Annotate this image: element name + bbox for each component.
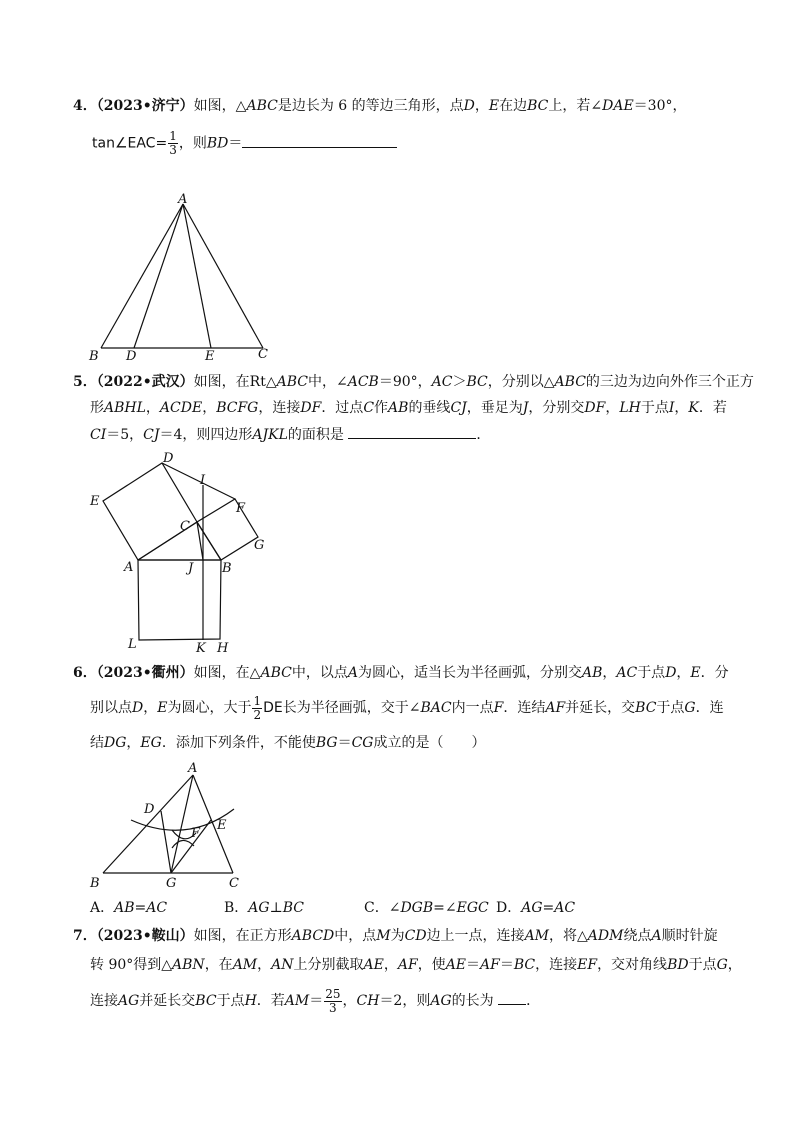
q6-text: ， xyxy=(126,735,141,751)
q5-text: ＝90°， xyxy=(378,374,432,390)
q5-text: ，分别交 xyxy=(528,400,585,416)
q5-label-b: B xyxy=(222,561,232,576)
q7-line-3 xyxy=(90,986,540,1016)
q6-label-a: A xyxy=(188,761,198,776)
q7-var: AM xyxy=(232,957,258,973)
q4-source: （2023•济宁） xyxy=(96,98,194,114)
q4-var: E xyxy=(488,98,500,114)
q6-var: AB xyxy=(581,665,603,681)
q4-var: BC xyxy=(527,98,549,114)
q5-text: ． xyxy=(476,427,491,443)
q6-text: ．分 xyxy=(700,665,729,681)
q5-var: ABC xyxy=(554,374,586,390)
q7-text: ， xyxy=(727,957,742,973)
q7-fraction xyxy=(324,988,341,1015)
q6-text: 长为半径画弧，交于∠ xyxy=(282,700,421,716)
q6-text: ＝ xyxy=(337,735,352,751)
q4-number: 4． xyxy=(73,98,97,114)
q4-label-c: C xyxy=(258,347,268,362)
q5-var: CI xyxy=(90,427,107,443)
q5-text: ， xyxy=(202,400,217,416)
q6-text: ．连 xyxy=(695,700,724,716)
q7-var: CD xyxy=(404,928,427,944)
q6-text: 别以点 xyxy=(90,700,132,716)
q7-text: 于点 xyxy=(216,993,245,1009)
q6-option-key: C． xyxy=(364,900,389,916)
q5-var: J xyxy=(522,400,529,416)
q5-var: BCFG xyxy=(216,400,259,416)
q5-text: ， xyxy=(145,400,160,416)
q4-label-e: E xyxy=(205,349,215,364)
q7-text: 连接 xyxy=(90,993,118,1009)
q7-text: ，连接 xyxy=(535,957,578,973)
q7-source: （2023•鞍山） xyxy=(96,928,194,944)
q7-text: ，将△ xyxy=(549,928,588,944)
q5-label-k: K xyxy=(196,641,206,656)
q7-text: 并延长交 xyxy=(139,993,196,1009)
q6-text: 中，以点 xyxy=(291,665,348,681)
q6-number: 6． xyxy=(73,665,97,681)
q6-option-text: AG=AC xyxy=(521,900,576,916)
q5-text: ，分别以△ xyxy=(487,374,555,390)
q5-label-f: F xyxy=(236,501,246,516)
q5-var: BC xyxy=(466,374,488,390)
q6-var: AC xyxy=(616,665,638,681)
q6-option-d[interactable] xyxy=(496,898,575,918)
q4-text: ＝ xyxy=(228,135,243,152)
q5-label-a: A xyxy=(124,560,134,575)
q5-var: DF xyxy=(584,400,606,416)
q5-text: ＝4，则四边形 xyxy=(159,427,253,443)
q5-var: AC xyxy=(431,374,453,390)
q7-text: 上分别截取 xyxy=(293,957,364,973)
q6-label-b: B xyxy=(90,876,100,891)
q7-var: AM xyxy=(524,928,550,944)
q7-var: BC xyxy=(513,957,536,973)
q6-text: 为圆心，大于 xyxy=(167,700,252,716)
q7-number: 7． xyxy=(73,928,97,944)
q4-label-d: D xyxy=(126,349,137,364)
q4-text: 是边长为 6 的等边三角形，点 xyxy=(277,98,464,114)
q5-var: C xyxy=(363,400,375,416)
q4-var: BD xyxy=(206,135,229,152)
q7-text: ＝ xyxy=(466,957,481,973)
q4-frac-den: 3 xyxy=(169,143,177,157)
q7-var: AG xyxy=(430,993,452,1009)
q7-var: G xyxy=(716,957,728,973)
q7-frac-den: 3 xyxy=(329,1000,337,1015)
q6-option-key: B． xyxy=(224,900,249,916)
q6-var: G xyxy=(684,700,696,716)
q5-var: ABC xyxy=(276,374,308,390)
q4-text: ＝30°， xyxy=(633,98,687,114)
q4-frac-num: 1 xyxy=(169,129,177,143)
q5-text: 形 xyxy=(90,400,104,416)
q7-text: ， xyxy=(257,957,272,973)
q5-var: AJKL xyxy=(252,427,288,443)
q6-text: ， xyxy=(602,665,617,681)
q5-var: LH xyxy=(619,400,641,416)
q7-var: AF xyxy=(397,957,418,973)
q5-text: ．若 xyxy=(698,400,727,416)
q5-text: ， xyxy=(674,400,689,416)
q7-var: AF xyxy=(480,957,500,973)
q7-var: M xyxy=(376,928,391,944)
q5-label-l: L xyxy=(128,637,137,652)
q6-option-b[interactable] xyxy=(224,898,304,918)
q6-var: F xyxy=(493,700,504,716)
q5-var: ACB xyxy=(347,374,379,390)
q5-var: ACDE xyxy=(159,400,203,416)
q6-text: 为圆心，适当长为半径画弧，分别交 xyxy=(357,665,582,681)
q4-text: 上，若∠ xyxy=(548,98,603,114)
q5-var: K xyxy=(688,400,699,416)
q6-option-a[interactable] xyxy=(90,898,167,918)
q6-var: CG xyxy=(351,735,374,751)
q5-text: ，垂足为 xyxy=(466,400,523,416)
q5-text: 的三边为边向外作三个正方 xyxy=(585,374,754,390)
q6-option-text: ∠DGB=∠EGC xyxy=(388,900,489,916)
q6-label-c: C xyxy=(229,876,239,891)
q5-label-e: E xyxy=(90,494,100,509)
q6-text: 结 xyxy=(90,735,104,751)
q6-var: ABC xyxy=(260,665,292,681)
q7-text: 于点 xyxy=(688,957,717,973)
q4-label-a: A xyxy=(178,192,188,207)
q7-text: 为 xyxy=(390,928,405,944)
q6-text: 于点 xyxy=(656,700,685,716)
q6-var: E xyxy=(157,700,168,716)
q7-text: 顺时针旋 xyxy=(661,928,718,944)
q7-var: CH xyxy=(356,993,380,1009)
q5-label-c: C xyxy=(180,519,190,534)
q5-text: ．过点 xyxy=(321,400,364,416)
q5-text: ＝5， xyxy=(106,427,144,443)
q7-text: ，交对角线 xyxy=(597,957,668,973)
q7-text: 的长为 xyxy=(451,993,494,1009)
q7-text: ＝2，则 xyxy=(379,993,431,1009)
q6-var: EG xyxy=(140,735,162,751)
q5-source: （2022•武汉） xyxy=(96,374,194,390)
q6-option-key: A． xyxy=(90,900,115,916)
q7-text: 如图，在正方形 xyxy=(193,928,292,944)
q6-var: BC xyxy=(635,700,657,716)
q7-answer-blank[interactable] xyxy=(498,990,526,1005)
q6-var: BAC xyxy=(420,700,452,716)
q7-text: ，在 xyxy=(204,957,233,973)
q5-var: CJ xyxy=(143,427,160,443)
q6-frac-num: 1 xyxy=(253,693,262,708)
q5-text: ，连接 xyxy=(258,400,301,416)
q4-label-b: B xyxy=(89,349,99,364)
q7-var: BD xyxy=(667,957,689,973)
q7-frac-num: 25 xyxy=(325,986,341,1001)
q6-frac-den: 2 xyxy=(253,707,262,722)
q6-var: DG xyxy=(104,735,127,751)
q5-label-j: J xyxy=(188,561,194,576)
q6-text: 如图，在△ xyxy=(193,665,261,681)
q6-text: ．添加下列条件，不能使 xyxy=(161,735,316,751)
q6-var: D xyxy=(665,665,677,681)
q7-line-2 xyxy=(90,955,742,975)
q5-var: ABHL xyxy=(104,400,146,416)
q7-text: ． xyxy=(526,993,541,1009)
q6-label-d: D xyxy=(144,802,155,817)
q5-label-h: H xyxy=(217,641,229,656)
q5-text: 的面积是 xyxy=(287,427,344,443)
q7-text: ，使 xyxy=(417,957,446,973)
q6-text: ， xyxy=(676,665,691,681)
q7-var: AM xyxy=(284,993,310,1009)
q7-var: ADM xyxy=(587,928,624,944)
q4-text: ，则 xyxy=(178,135,207,152)
q6-text: ．连结 xyxy=(503,700,546,716)
q7-text: 中，点 xyxy=(334,928,377,944)
q7-var: AE xyxy=(445,957,467,973)
q7-var: EF xyxy=(577,957,598,973)
q6-var: E xyxy=(690,665,701,681)
q5-label-d: D xyxy=(163,451,174,466)
q6-var: BG xyxy=(315,735,338,751)
q4-text: 在边 xyxy=(499,98,528,114)
q5-var: DF xyxy=(300,400,322,416)
q6-var: D xyxy=(132,700,144,716)
q4-text: ， xyxy=(474,98,489,114)
q6-label-f: F xyxy=(191,826,201,841)
q7-text: 边上一点，连接 xyxy=(426,928,525,944)
q7-text: ， xyxy=(383,957,398,973)
q6-de: DE xyxy=(263,700,283,716)
q4-tan: tan∠EAC= xyxy=(92,135,168,152)
q5-text: 作 xyxy=(374,400,389,416)
q7-text: ．若 xyxy=(256,993,285,1009)
q5-text: 于点 xyxy=(640,400,669,416)
q6-option-text: AG⊥BC xyxy=(248,900,305,916)
q5-var: AB xyxy=(388,400,409,416)
q6-label-g: G xyxy=(166,876,177,891)
q6-var: AF xyxy=(545,700,566,716)
q5-label-i: I xyxy=(200,473,206,488)
q7-var: AE xyxy=(363,957,384,973)
q6-option-c[interactable] xyxy=(364,898,489,918)
q7-var: H xyxy=(244,993,257,1009)
q7-text: ＝ xyxy=(499,957,514,973)
q6-text: 于点 xyxy=(637,665,666,681)
q7-var: ABN xyxy=(172,957,205,973)
q5-var: CJ xyxy=(450,400,467,416)
q6-text: 内一点 xyxy=(451,700,494,716)
q5-text: ， xyxy=(605,400,620,416)
q6-option-key: D． xyxy=(496,900,522,916)
q6-text: ， xyxy=(143,700,158,716)
q4-var: D xyxy=(463,98,475,114)
q6-option-text: AB=AC xyxy=(114,900,168,916)
q5-number: 5． xyxy=(73,374,97,390)
q7-var: A xyxy=(651,928,662,944)
q5-label-g: G xyxy=(254,538,265,553)
q7-var: AG xyxy=(118,993,140,1009)
q7-line-1 xyxy=(73,926,718,946)
q7-text: ＝ xyxy=(309,993,324,1009)
q5-text: 中，∠ xyxy=(307,374,348,390)
q5-text: 如图，在Rt△ xyxy=(193,374,277,390)
q4-var: DAE xyxy=(602,98,634,114)
q7-var: ABCD xyxy=(291,928,335,944)
q4-var: ABC xyxy=(246,98,278,114)
q6-text: 成立的是（ ） xyxy=(373,735,486,751)
q4-text: 如图，△ xyxy=(193,98,247,114)
q5-text: 的垂线 xyxy=(408,400,451,416)
q7-text: 转 90°得到△ xyxy=(90,957,173,973)
q7-var: BC xyxy=(195,993,217,1009)
q6-var: A xyxy=(347,665,358,681)
q5-text: ＞ xyxy=(452,374,467,390)
q7-text: ， xyxy=(342,993,357,1009)
q7-var: AN xyxy=(271,957,294,973)
q6-label-e: E xyxy=(217,818,227,833)
q6-text: 并延长，交 xyxy=(565,700,636,716)
q7-text: 绕点 xyxy=(623,928,652,944)
q5-var: I xyxy=(668,400,675,416)
q6-source: （2023•衢州） xyxy=(96,665,194,681)
